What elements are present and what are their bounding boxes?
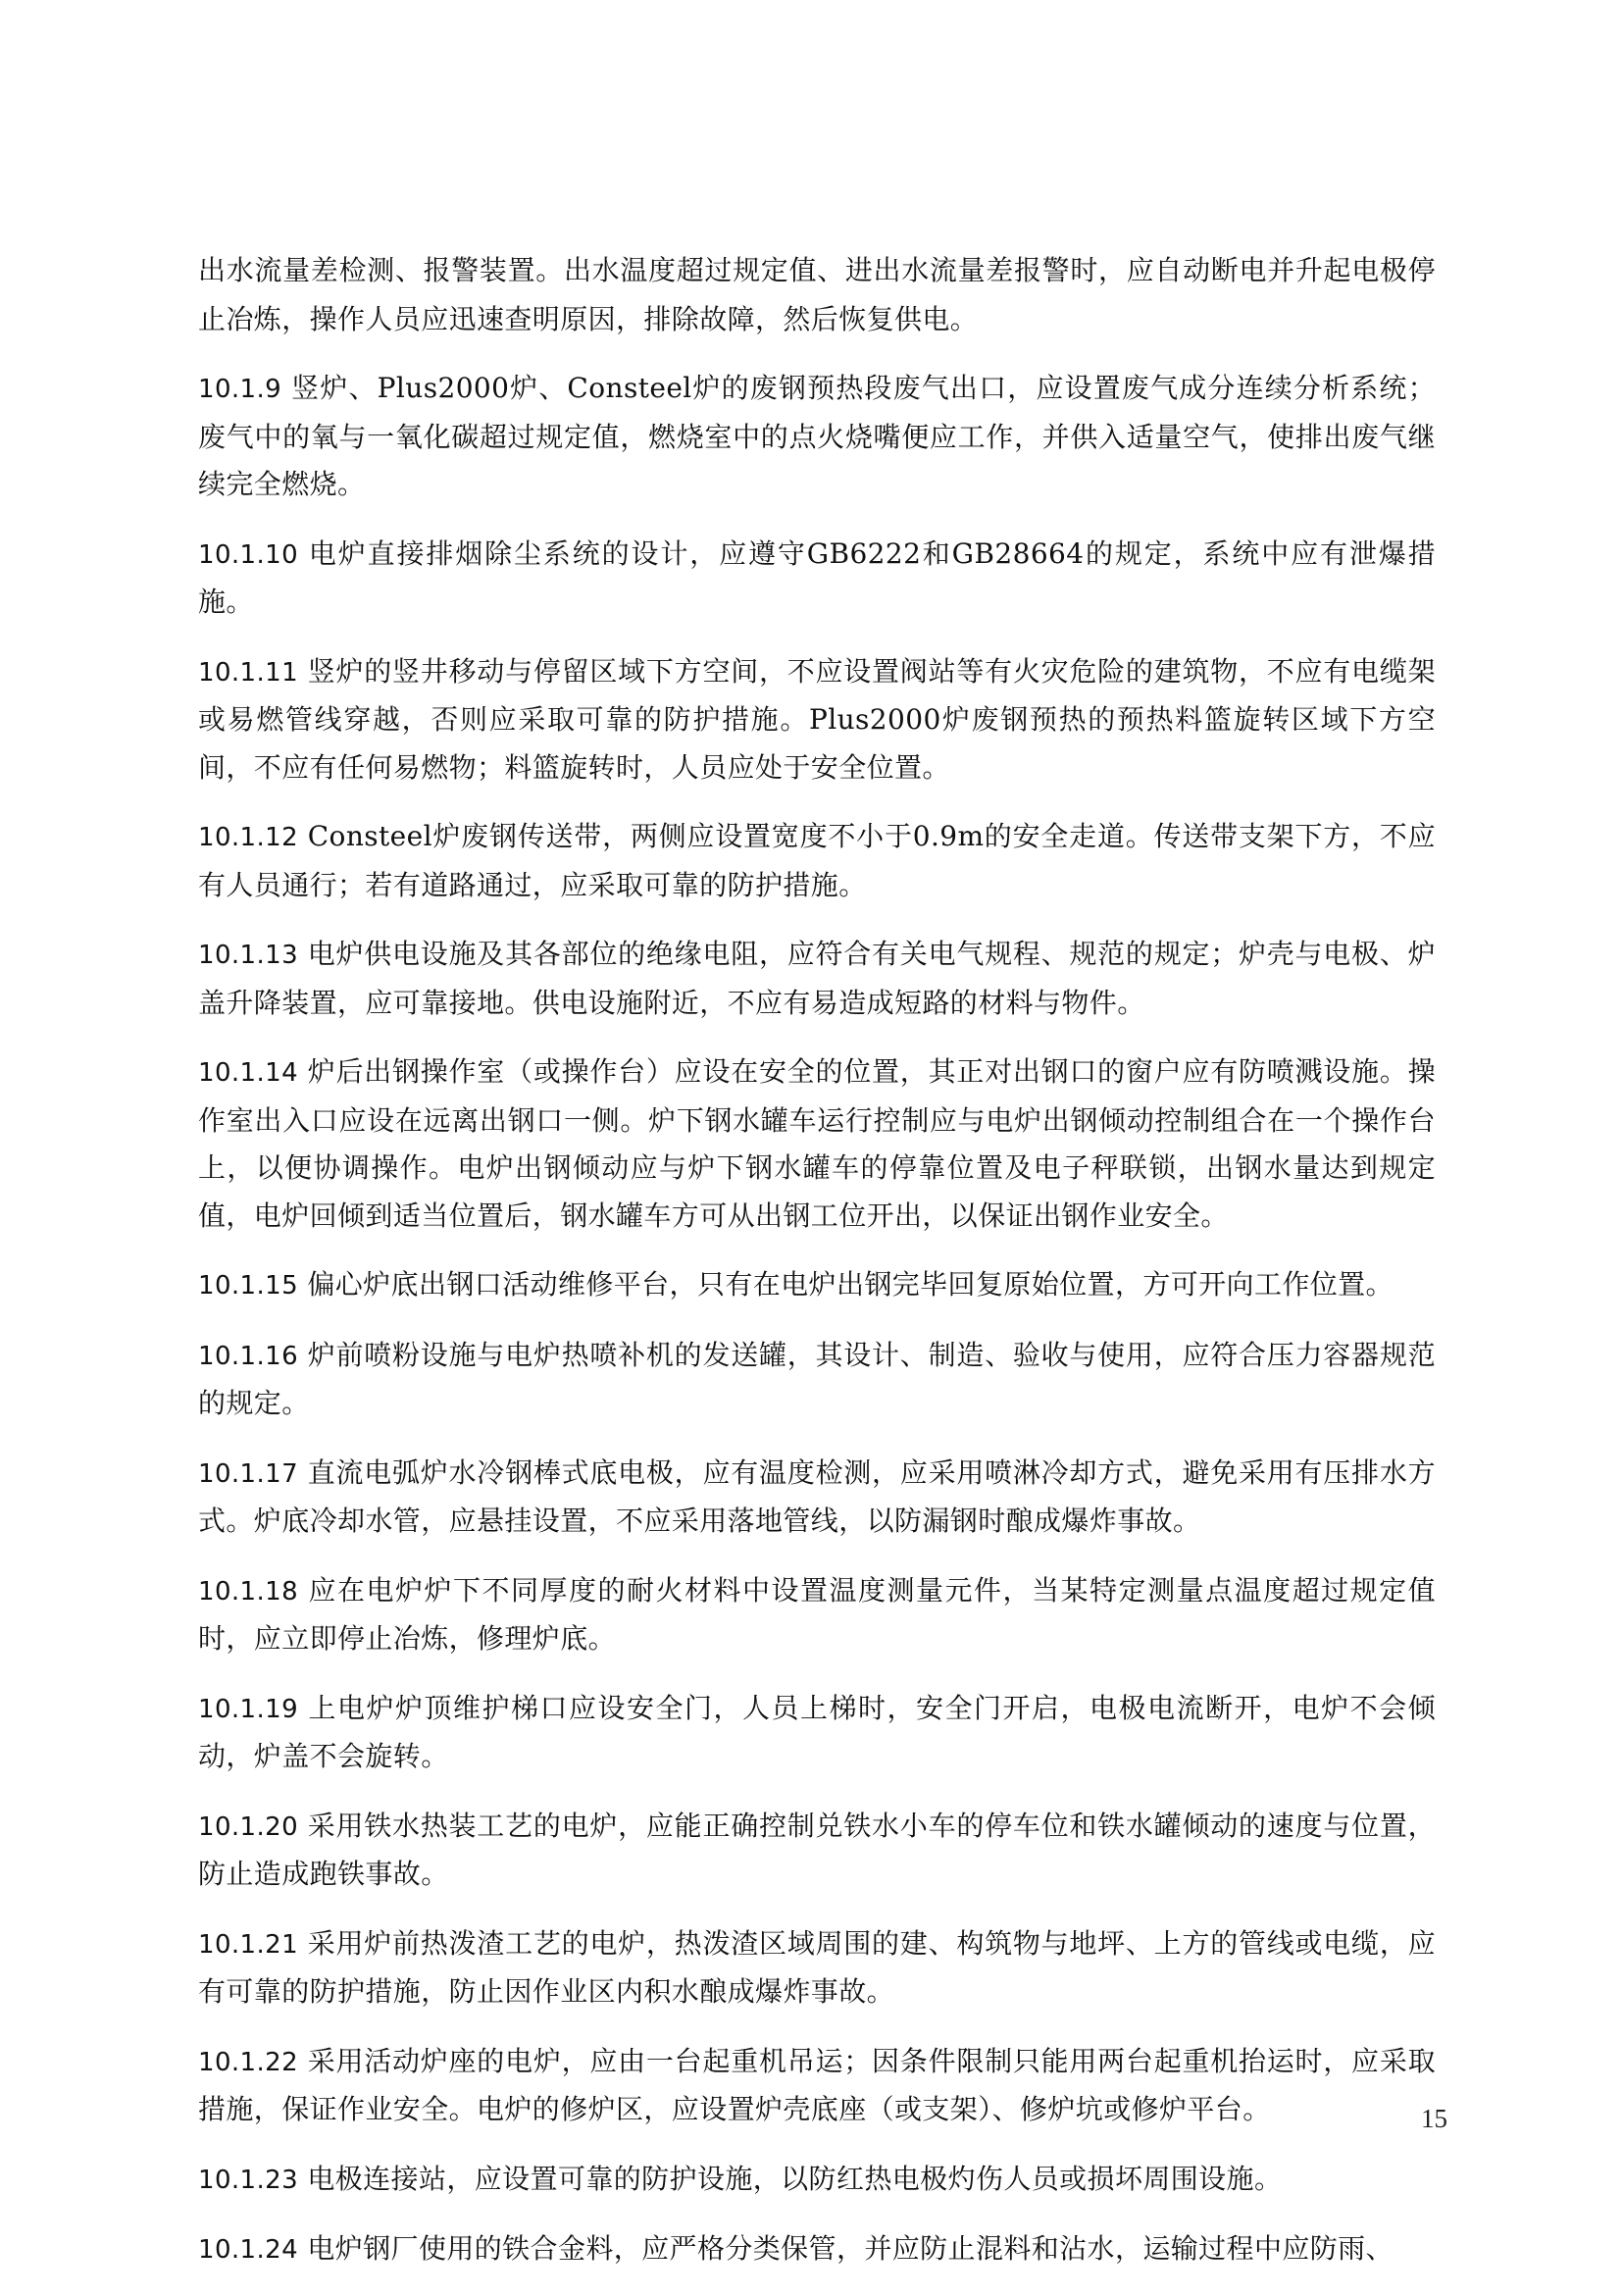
clause-10-1-16 (198, 1332, 1436, 1428)
paragraph-text: 采用铁水热装工艺的电炉，应能正确控制兑铁水小车的停车位和铁水罐倾动的速度与位置，防止造成跑铁事故。 (198, 1809, 1436, 1890)
clause-10-1-17 (198, 1450, 1436, 1546)
paragraph-text: 采用炉前热泼渣工艺的电炉，热泼渣区域周围的建、构筑物与地坪、上方的管线或电缆，应有可靠的防护措施，防止因作业区内积水酿成爆炸事故。 (198, 1926, 1436, 2008)
paragraph-text: 电极连接站，应设置可靠的防护设施，以防红热电极灼伤人员或损坏周围设施。 (298, 2162, 1283, 2195)
clause-10-1-13 (198, 931, 1436, 1027)
clause-number: 10.1.24 (198, 2235, 299, 2265)
clause-10-1-12 (198, 813, 1436, 909)
clause-10-1-9 (198, 365, 1436, 509)
paragraph-text: 上电炉炉顶维护梯口应设安全门，人员上梯时，安全门开启，电极电流断开，电炉不会倾动，炉盖不会旋转。 (198, 1691, 1436, 1772)
clause-10-1-14 (198, 1048, 1436, 1240)
clause-number: 10.1.17 (198, 1458, 299, 1489)
clause-number: 10.1.20 (198, 1811, 299, 1842)
paragraph-text: 炉前喷粉设施与电炉热喷补机的发送罐，其设计、制造、验收与使用，应符合压力容器规范的规定。 (198, 1338, 1436, 1419)
clause-number: 10.1.18 (198, 1576, 299, 1607)
paragraph-text: 电炉供电设施及其各部位的绝缘电阻，应符合有关电气规程、规范的规定；炉壳与电极、炉盖升降装置，应可靠接地。供电设施附近，不应有易造成短路的材料与物件。 (198, 938, 1436, 1019)
paragraph-text: Consteel炉废钢传送带，两侧应设置宽度不小于0.9m的安全走道。传送带支架下方，不应有人员通行；若有道路通过，应采取可靠的防护措施。 (198, 820, 1436, 901)
clause-number: 10.1.12 (198, 823, 299, 852)
clause-number: 10.1.14 (198, 1058, 299, 1088)
paragraph-continued (198, 247, 1436, 343)
clause-10-1-20 (198, 1803, 1436, 1899)
clause-10-1-22 (198, 2038, 1436, 2134)
paragraph-text: 偏心炉底出钢口活动维修平台，只有在电炉出钢完毕回复原始位置，方可开向工作位置。 (298, 1268, 1394, 1301)
clause-number: 10.1.21 (198, 1929, 299, 1960)
clause-10-1-18 (198, 1567, 1436, 1663)
paragraph-text: 采用活动炉座的电炉，应由一台起重机吊运；因条件限制只能用两台起重机抬运时，应采取措施，保证作业安全。电炉的修炉区，应设置炉壳底座（或支架）、修炉坑或修炉平台。 (198, 2044, 1436, 2125)
clause-10-1-19 (198, 1685, 1436, 1781)
paragraph-text: 电炉直接排烟除尘系统的设计，应遵守GB6222和GB28664的规定，系统中应有泄爆措施。 (198, 536, 1436, 618)
paragraph-text: 竖炉的竖井移动与停留区域下方空间，不应设置阀站等有火灾危险的建筑物，不应有电缆架或易燃管线穿越，否则应采取可靠的防护措施。Plus2000炉废钢预热的预热料篮旋转区域下方空间，不应有任何易燃物；料篮旋转时，人员应处于安全位置。 (198, 654, 1436, 784)
clause-10-1-24 (198, 2225, 1436, 2274)
clause-number: 10.1.9 (198, 375, 282, 404)
clause-10-1-21 (198, 1920, 1436, 2016)
clause-10-1-10 (198, 531, 1436, 627)
clause-number: 10.1.10 (198, 539, 299, 570)
clause-number: 10.1.13 (198, 941, 299, 970)
clause-number: 10.1.22 (198, 2047, 299, 2077)
clause-10-1-11 (198, 648, 1436, 792)
paragraph-text: 竖炉、Plus2000炉、Consteel炉的废钢预热段废气出口，应设置废气成分连续分析系统；废气中的氧与一氧化碳超过规定值，燃烧室中的点火烧嘴便应工作，并供入适量空气，使排出废气继续完全燃烧。 (198, 372, 1436, 500)
paragraph-text: 炉后出钢操作室（或操作台）应设在安全的位置，其正对出钢口的窗户应有防喷溅设施。操作室出入口应设在远离出钢口一侧。炉下钢水罐车运行控制应与电炉出钢倾动控制组合在一个操作台上，以便协调操作。电炉出钢倾动应与炉下钢水罐车的停靠位置及电子秤联锁，出钢水量达到规定值，电炉回倾到适当位置后，钢水罐车方可从出钢工位开出，以保证出钢作业安全。 (198, 1055, 1436, 1232)
document-body (198, 247, 1436, 2296)
page-number: 15 (1421, 2104, 1447, 2133)
clause-number: 10.1.15 (198, 1271, 299, 1301)
clause-number: 10.1.19 (198, 1694, 299, 1724)
clause-10-1-15 (198, 1261, 1436, 1310)
clause-number: 10.1.16 (198, 1341, 299, 1371)
paragraph-text: 应在电炉炉下不同厚度的耐火材料中设置温度测量元件，当某特定测量点温度超过规定值时，应立即停止冶炼，修理炉底。 (198, 1573, 1436, 1655)
paragraph-text: 电炉钢厂使用的铁合金料，应严格分类保管，并应防止混料和沾水，运输过程中应防雨、 (298, 2232, 1394, 2265)
clause-10-1-23 (198, 2156, 1436, 2205)
clause-number: 10.1.11 (198, 657, 299, 688)
paragraph-text: 出水流量差检测、报警装置。出水温度超过规定值、进出水流量差报警时，应自动断电并升起电极停止冶炼，操作人员应迅速查明原因，排除故障，然后恢复供电。 (198, 254, 1436, 335)
clause-number: 10.1.23 (198, 2165, 299, 2195)
paragraph-text: 直流电弧炉水冷钢棒式底电极，应有温度检测，应采用喷淋冷却方式，避免采用有压排水方式。炉底冷却水管，应悬挂设置，不应采用落地管线，以防漏钢时酿成爆炸事故。 (198, 1455, 1436, 1537)
